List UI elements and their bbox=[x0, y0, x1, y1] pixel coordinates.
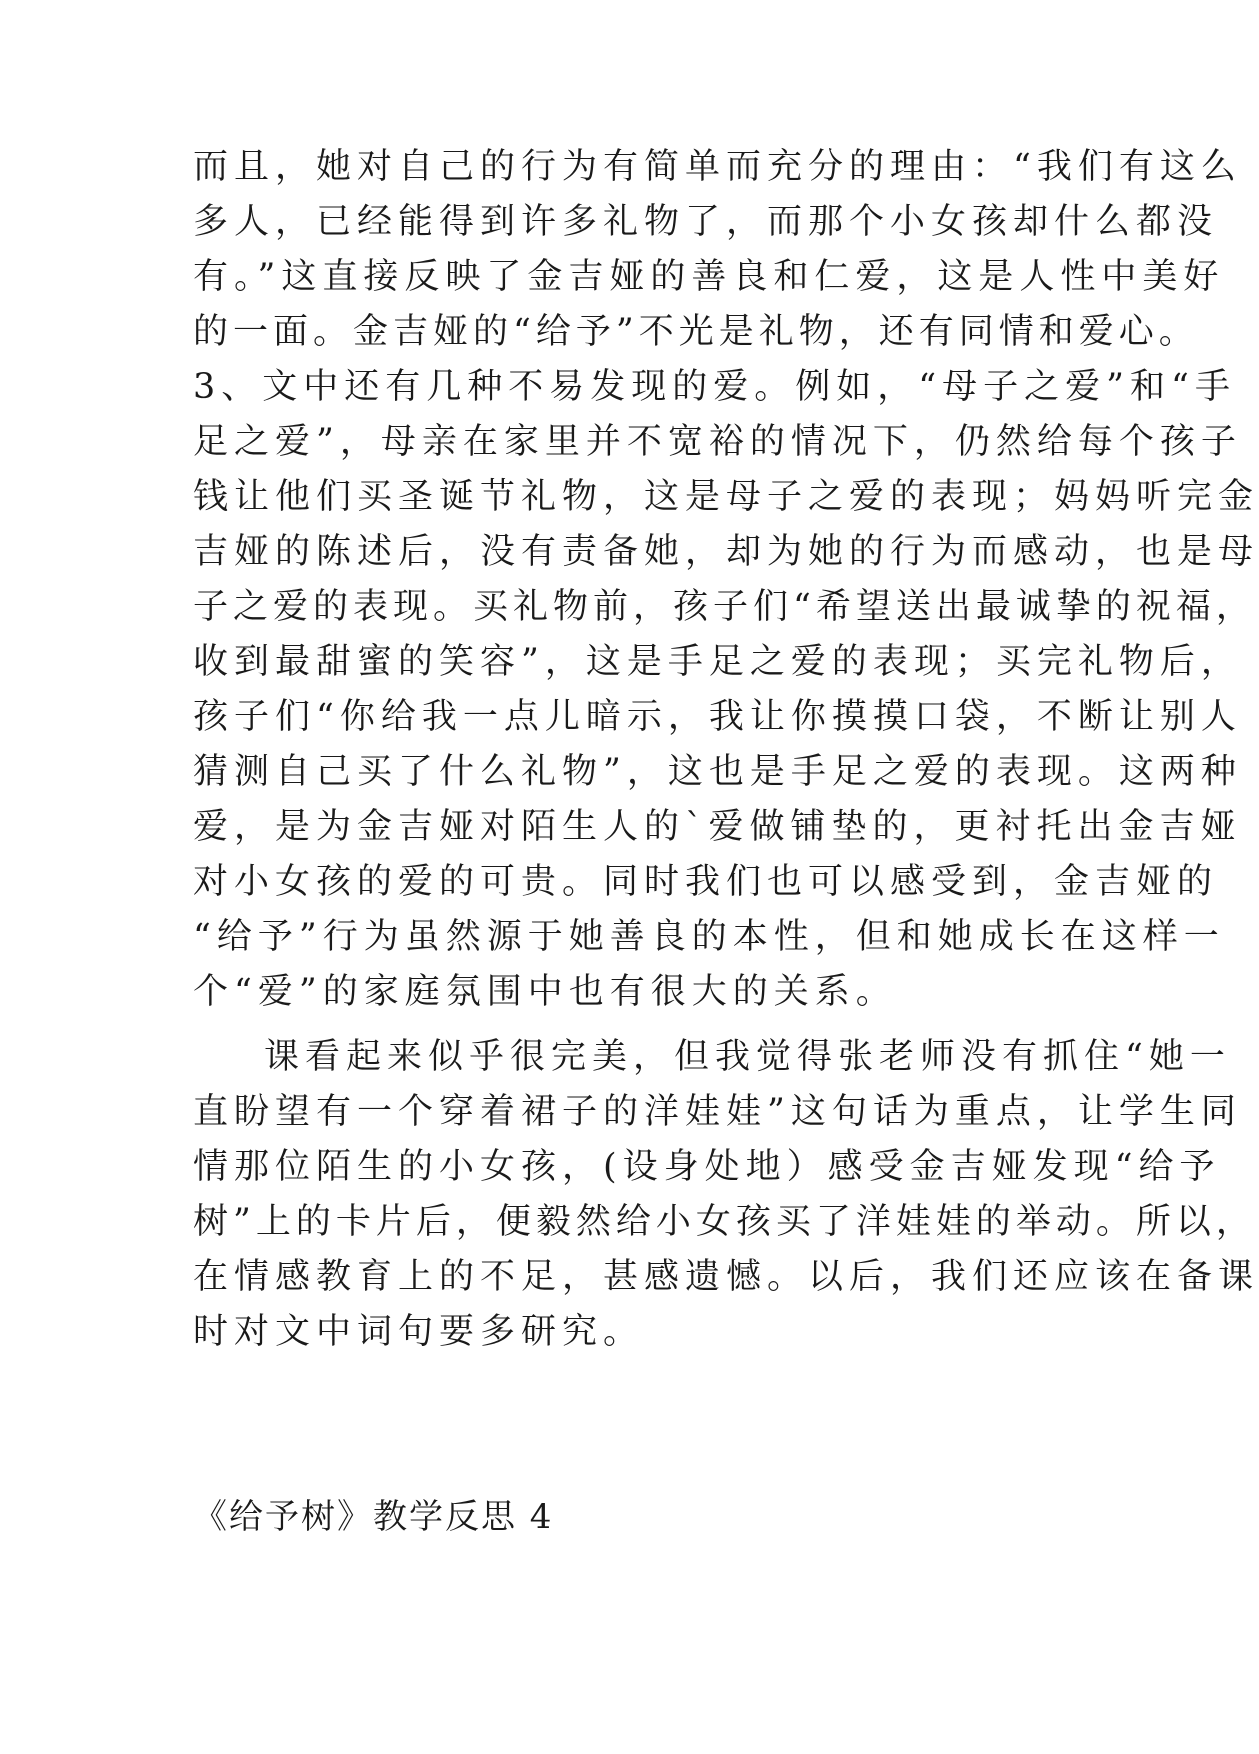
text-line: 树”上的卡片后，便毅然给小女孩买了洋娃娃的举动。所以， bbox=[193, 1202, 1256, 1242]
text-line: 在情感教育上的不足，甚感遗憾。以后，我们还应该在备课 bbox=[193, 1257, 1259, 1297]
text-line: 有。”这直接反映了金吉娅的善良和仁爱，这是人性中美好 bbox=[193, 257, 1225, 297]
text-line: 孩子们“你给我一点儿暗示，我让你摸摸口袋，不断让别人 bbox=[193, 697, 1242, 737]
text-line: “给予”行为虽然源于她善良的本性，但和她成长在这样一 bbox=[193, 917, 1225, 957]
text-line: 爱，是为金吉娅对陌生人的`爱做铺垫的，更衬托出金吉娅 bbox=[193, 807, 1242, 847]
text-line: 直盼望有一个穿着裙子的洋娃娃”这句话为重点，让学生同 bbox=[193, 1092, 1242, 1132]
text-line: 猜测自己买了什么礼物”，这也是手足之爱的表现。这两种 bbox=[193, 752, 1242, 792]
text-line: 收到最甜蜜的笑容”，这是手足之爱的表现；买完礼物后， bbox=[193, 642, 1242, 682]
text-line: 钱让他们买圣诞节礼物，这是母子之爱的表现；妈妈听完金 bbox=[193, 477, 1259, 517]
text-line: 个“爱”的家庭氛围中也有很大的关系。 bbox=[193, 972, 897, 1012]
text-line: 3、文中还有几种不易发现的爱。例如，“母子之爱”和“手 bbox=[193, 367, 1236, 407]
text-line: 课看起来似乎很完美，但我觉得张老师没有抓住“她一 bbox=[264, 1037, 1231, 1077]
text-line: 时对文中词句要多研究。 bbox=[193, 1312, 645, 1352]
text-line: 对小女孩的爱的可贵。同时我们也可以感受到，金吉娅的 bbox=[193, 862, 1219, 902]
section-heading: 《给予树》教学反思 4 bbox=[193, 1497, 554, 1537]
text-line: 情那位陌生的小女孩，(设身处地）感受金吉娅发现“给予 bbox=[193, 1147, 1221, 1187]
text-line: 的一面。金吉娅的“给予”不光是礼物，还有同情和爱心。 bbox=[193, 312, 1199, 352]
text-line: 而且，她对自己的行为有简单而充分的理由：“我们有这么 bbox=[193, 147, 1242, 187]
text-line: 足之爱”，母亲在家里并不宽裕的情况下，仍然给每个孩子 bbox=[193, 422, 1242, 462]
text-line: 子之爱的表现。买礼物前，孩子们“希望送出最诚挚的祝福， bbox=[193, 587, 1256, 627]
text-line: 多人，已经能得到许多礼物了，而那个小女孩却什么都没 bbox=[193, 202, 1219, 242]
text-line: 吉娅的陈述后，没有责备她，却为她的行为而感动，也是母 bbox=[193, 532, 1259, 572]
